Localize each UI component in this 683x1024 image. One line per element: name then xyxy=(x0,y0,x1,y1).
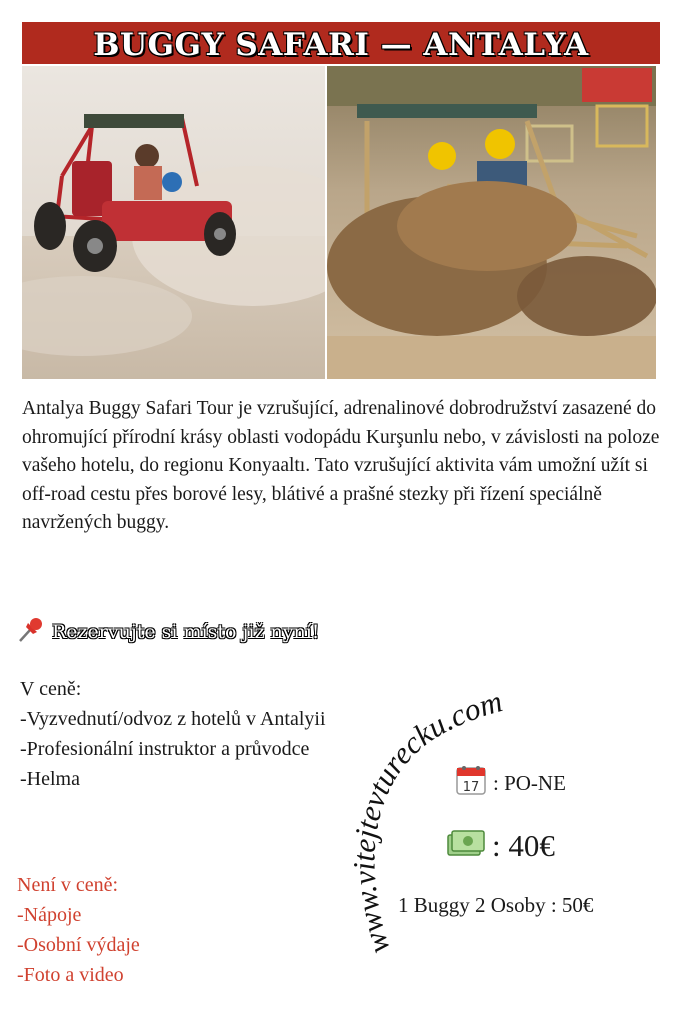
pushpin-icon xyxy=(16,614,46,650)
booking-call-to-action xyxy=(16,614,319,650)
list-item: -Nápoje xyxy=(17,904,82,926)
list-item: -Helma xyxy=(20,768,80,790)
list-item: -Osobní výdaje xyxy=(17,934,140,956)
money-icon xyxy=(446,827,486,865)
watermark-text: www.vitejtevturecku.com xyxy=(346,683,507,959)
calendar-icon xyxy=(455,764,487,802)
schedule-row xyxy=(455,764,566,802)
included-heading: V ceně: xyxy=(20,678,82,700)
cta-text: Rezervujte si místo již nyní! xyxy=(52,621,320,643)
website-watermark xyxy=(340,660,670,990)
list-item: -Foto a video xyxy=(17,964,124,986)
included-list xyxy=(20,674,326,794)
svg-text:17: 17 xyxy=(462,780,480,795)
schedule-text: : PO-NE xyxy=(493,770,566,795)
description-text: Antalya Buggy Safari Tour je vzrušující, adrenalinové dobrodružství zasazené do ohromující přírodní krásy oblasti vodopádu Kurşunlu nebo, v závislosti na poloze vašeho hotelu, do regionu Konyaaltı. Tato vzrušující aktivita vám umožní užít si off-road cestu přes borové lesy, blátivé a prašné stezky při řízení speciálně navržených buggy. xyxy=(22,398,660,533)
list-item: -Profesionální instruktor a průvodce xyxy=(20,738,310,760)
buggy-mud-photo xyxy=(327,66,656,379)
buggy-dust-photo xyxy=(22,66,325,379)
title-banner xyxy=(22,22,660,64)
excluded-heading: Není v ceně: xyxy=(17,874,119,896)
excluded-list xyxy=(17,870,140,990)
price-text: : 40€ xyxy=(492,828,555,863)
list-item: -Vyzvednutí/odvoz z hotelů v Antalyii xyxy=(20,708,326,730)
page-title: BUGGY SAFARI — ANTALYA xyxy=(93,27,589,63)
price-row xyxy=(446,827,555,865)
group-offer-text: 1 Buggy 2 Osoby : 50€ xyxy=(398,893,594,917)
